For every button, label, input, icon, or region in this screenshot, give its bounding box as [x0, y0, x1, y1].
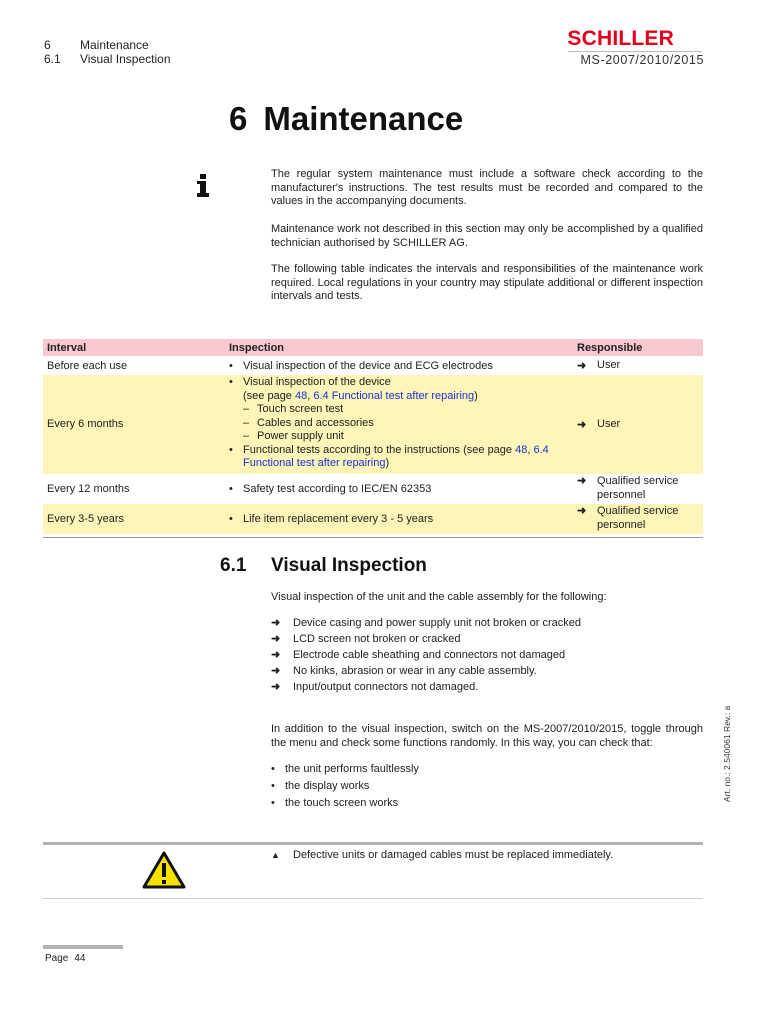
- maintenance-paragraph-1: The regular system maintenance must include a software check according to the manufacturer's instructions. The test results must be recorded and compared to the values in the accompanying documents.: [271, 168, 703, 207]
- row4-responsible: Qualified service personnel: [597, 505, 679, 531]
- arrow-icon: ➜: [577, 475, 587, 487]
- maintenance-paragraph-3: The following table indicates the intervals and responsibilities of the maintenance work required. Local regulations in your country may stipulate additional or different inspection intervals and tests.: [271, 263, 703, 302]
- visual-inspection-intro: Visual inspection of the unit and the cable assembly for the following:: [271, 591, 607, 603]
- functional-test-link[interactable]: 6.4 Functional test after repairing: [243, 443, 549, 469]
- footer-rule: [43, 945, 123, 949]
- function-check-list: [271, 761, 703, 812]
- warning-marker: ▲: [271, 850, 280, 860]
- chapter-title: Maintenance: [263, 100, 464, 137]
- article-number: Art. no.: 2.540061 Rev.: a: [722, 705, 732, 802]
- list-item: • the unit performs faultlessly: [271, 763, 419, 775]
- page-link[interactable]: 48: [294, 389, 308, 402]
- list-item: • the touch screen works: [271, 797, 399, 809]
- row3-inspection: Safety test according to IEC/EN 62353: [243, 482, 432, 495]
- row2-interval: Every 6 months: [43, 375, 225, 474]
- arrow-icon: ➜: [271, 617, 281, 629]
- section-number: 6.1: [220, 555, 247, 576]
- arrow-icon: ➜: [271, 649, 281, 661]
- table-bottom-rule: [43, 537, 703, 538]
- row1-responsible: User: [597, 359, 621, 371]
- header-chapter-number: 6: [44, 38, 51, 52]
- list-item: ➜ LCD screen not broken or cracked: [271, 633, 461, 645]
- header-rule: [568, 51, 702, 52]
- list-item: ➜ No kinks, abrasion or wear in any cable assembly.: [271, 665, 537, 677]
- row1-interval: Before each use: [43, 356, 225, 375]
- dash-glyph: –: [243, 430, 250, 442]
- header-interval: Interval: [43, 339, 225, 356]
- list-item: ➜ Input/output connectors not damaged.: [271, 681, 479, 693]
- brand-logo: SCHILLER: [567, 27, 674, 50]
- row4-inspection: Life item replacement every 3 - 5 years: [243, 512, 434, 525]
- arrow-icon: ➜: [271, 633, 281, 645]
- header-responsible: Responsible: [573, 339, 703, 356]
- row2-item1: Visual inspection of the device: [243, 376, 391, 388]
- warning-text: Defective units or damaged cables must be replaced immediately.: [293, 849, 614, 861]
- row3-responsible: Qualified service personnel: [597, 475, 679, 501]
- functional-test-link[interactable]: 6.4 Functional test after repairing: [313, 389, 475, 402]
- table-row: [43, 474, 703, 504]
- function-check-paragraph: In addition to the visual inspection, switch on the MS-2007/2010/2015, toggle through the menu and check some functions randomly. In this way, you can check that:: [271, 723, 703, 749]
- table-row: [43, 504, 703, 534]
- row2-see-reference: (see page 48, 6.4 Functional test after repairing): [243, 389, 478, 402]
- bullet-glyph: •: [229, 359, 233, 372]
- list-item: ➜ Device casing and power supply unit not broken or cracked: [271, 617, 581, 629]
- running-header: [44, 38, 171, 66]
- inspection-checklist: [271, 615, 703, 695]
- warning-top-rule: [43, 842, 703, 845]
- page-footer: [45, 953, 85, 964]
- section-title: Visual Inspection: [271, 555, 427, 576]
- maintenance-table: [43, 339, 703, 534]
- warning-icon: [142, 851, 186, 889]
- dash-glyph: –: [243, 416, 250, 429]
- warning-bottom-rule: [43, 898, 703, 899]
- arrow-icon: ➜: [577, 418, 587, 431]
- page-link[interactable]: 48: [515, 443, 528, 456]
- row1-inspection: Visual inspection of the device and ECG electrodes: [243, 359, 493, 372]
- page-number: 44: [74, 953, 86, 964]
- row2-sub2: Cables and accessories: [257, 416, 374, 429]
- info-icon: [196, 174, 210, 198]
- chapter-heading: [229, 100, 463, 138]
- header-section-number: 6.1: [44, 52, 61, 66]
- arrow-icon: ➜: [271, 681, 281, 693]
- dash-glyph: –: [243, 403, 250, 415]
- header-section-title: Visual Inspection: [80, 52, 171, 66]
- table-row: [43, 356, 703, 375]
- maintenance-paragraph-2: Maintenance work not described in this section may only be accomplished by a qualified technician authorised by SCHILLER AG.: [271, 223, 703, 249]
- chapter-number: 6: [229, 100, 248, 137]
- list-item: • the display works: [271, 780, 370, 792]
- section-heading: [220, 555, 427, 577]
- header-inspection: Inspection: [225, 339, 573, 356]
- row2-item2: Functional tests according to the instructions (see page 48, 6.4 Functional test after repairing): [243, 443, 549, 469]
- row4-interval: Every 3-5 years: [43, 504, 225, 534]
- model-name: MS-2007/2010/2015: [580, 53, 704, 67]
- warning-message: [271, 849, 613, 862]
- table-row: [43, 375, 703, 474]
- bullet-glyph: •: [229, 443, 233, 456]
- bullet-glyph: •: [229, 376, 233, 388]
- arrow-icon: ➜: [577, 505, 587, 517]
- table-header-row: [43, 339, 703, 356]
- arrow-icon: ➜: [271, 665, 281, 677]
- row2-sub1: Touch screen test: [257, 403, 344, 415]
- row2-responsible: User: [597, 417, 621, 430]
- bullet-glyph: •: [229, 482, 233, 495]
- arrow-icon: ➜: [577, 360, 587, 372]
- list-item: ➜ Electrode cable sheathing and connectors not damaged: [271, 649, 566, 661]
- header-chapter-title: Maintenance: [80, 38, 149, 52]
- row3-interval: Every 12 months: [43, 474, 225, 504]
- bullet-glyph: •: [229, 512, 233, 525]
- page-label: Page: [45, 953, 69, 964]
- row2-sub3: Power supply unit: [257, 430, 344, 442]
